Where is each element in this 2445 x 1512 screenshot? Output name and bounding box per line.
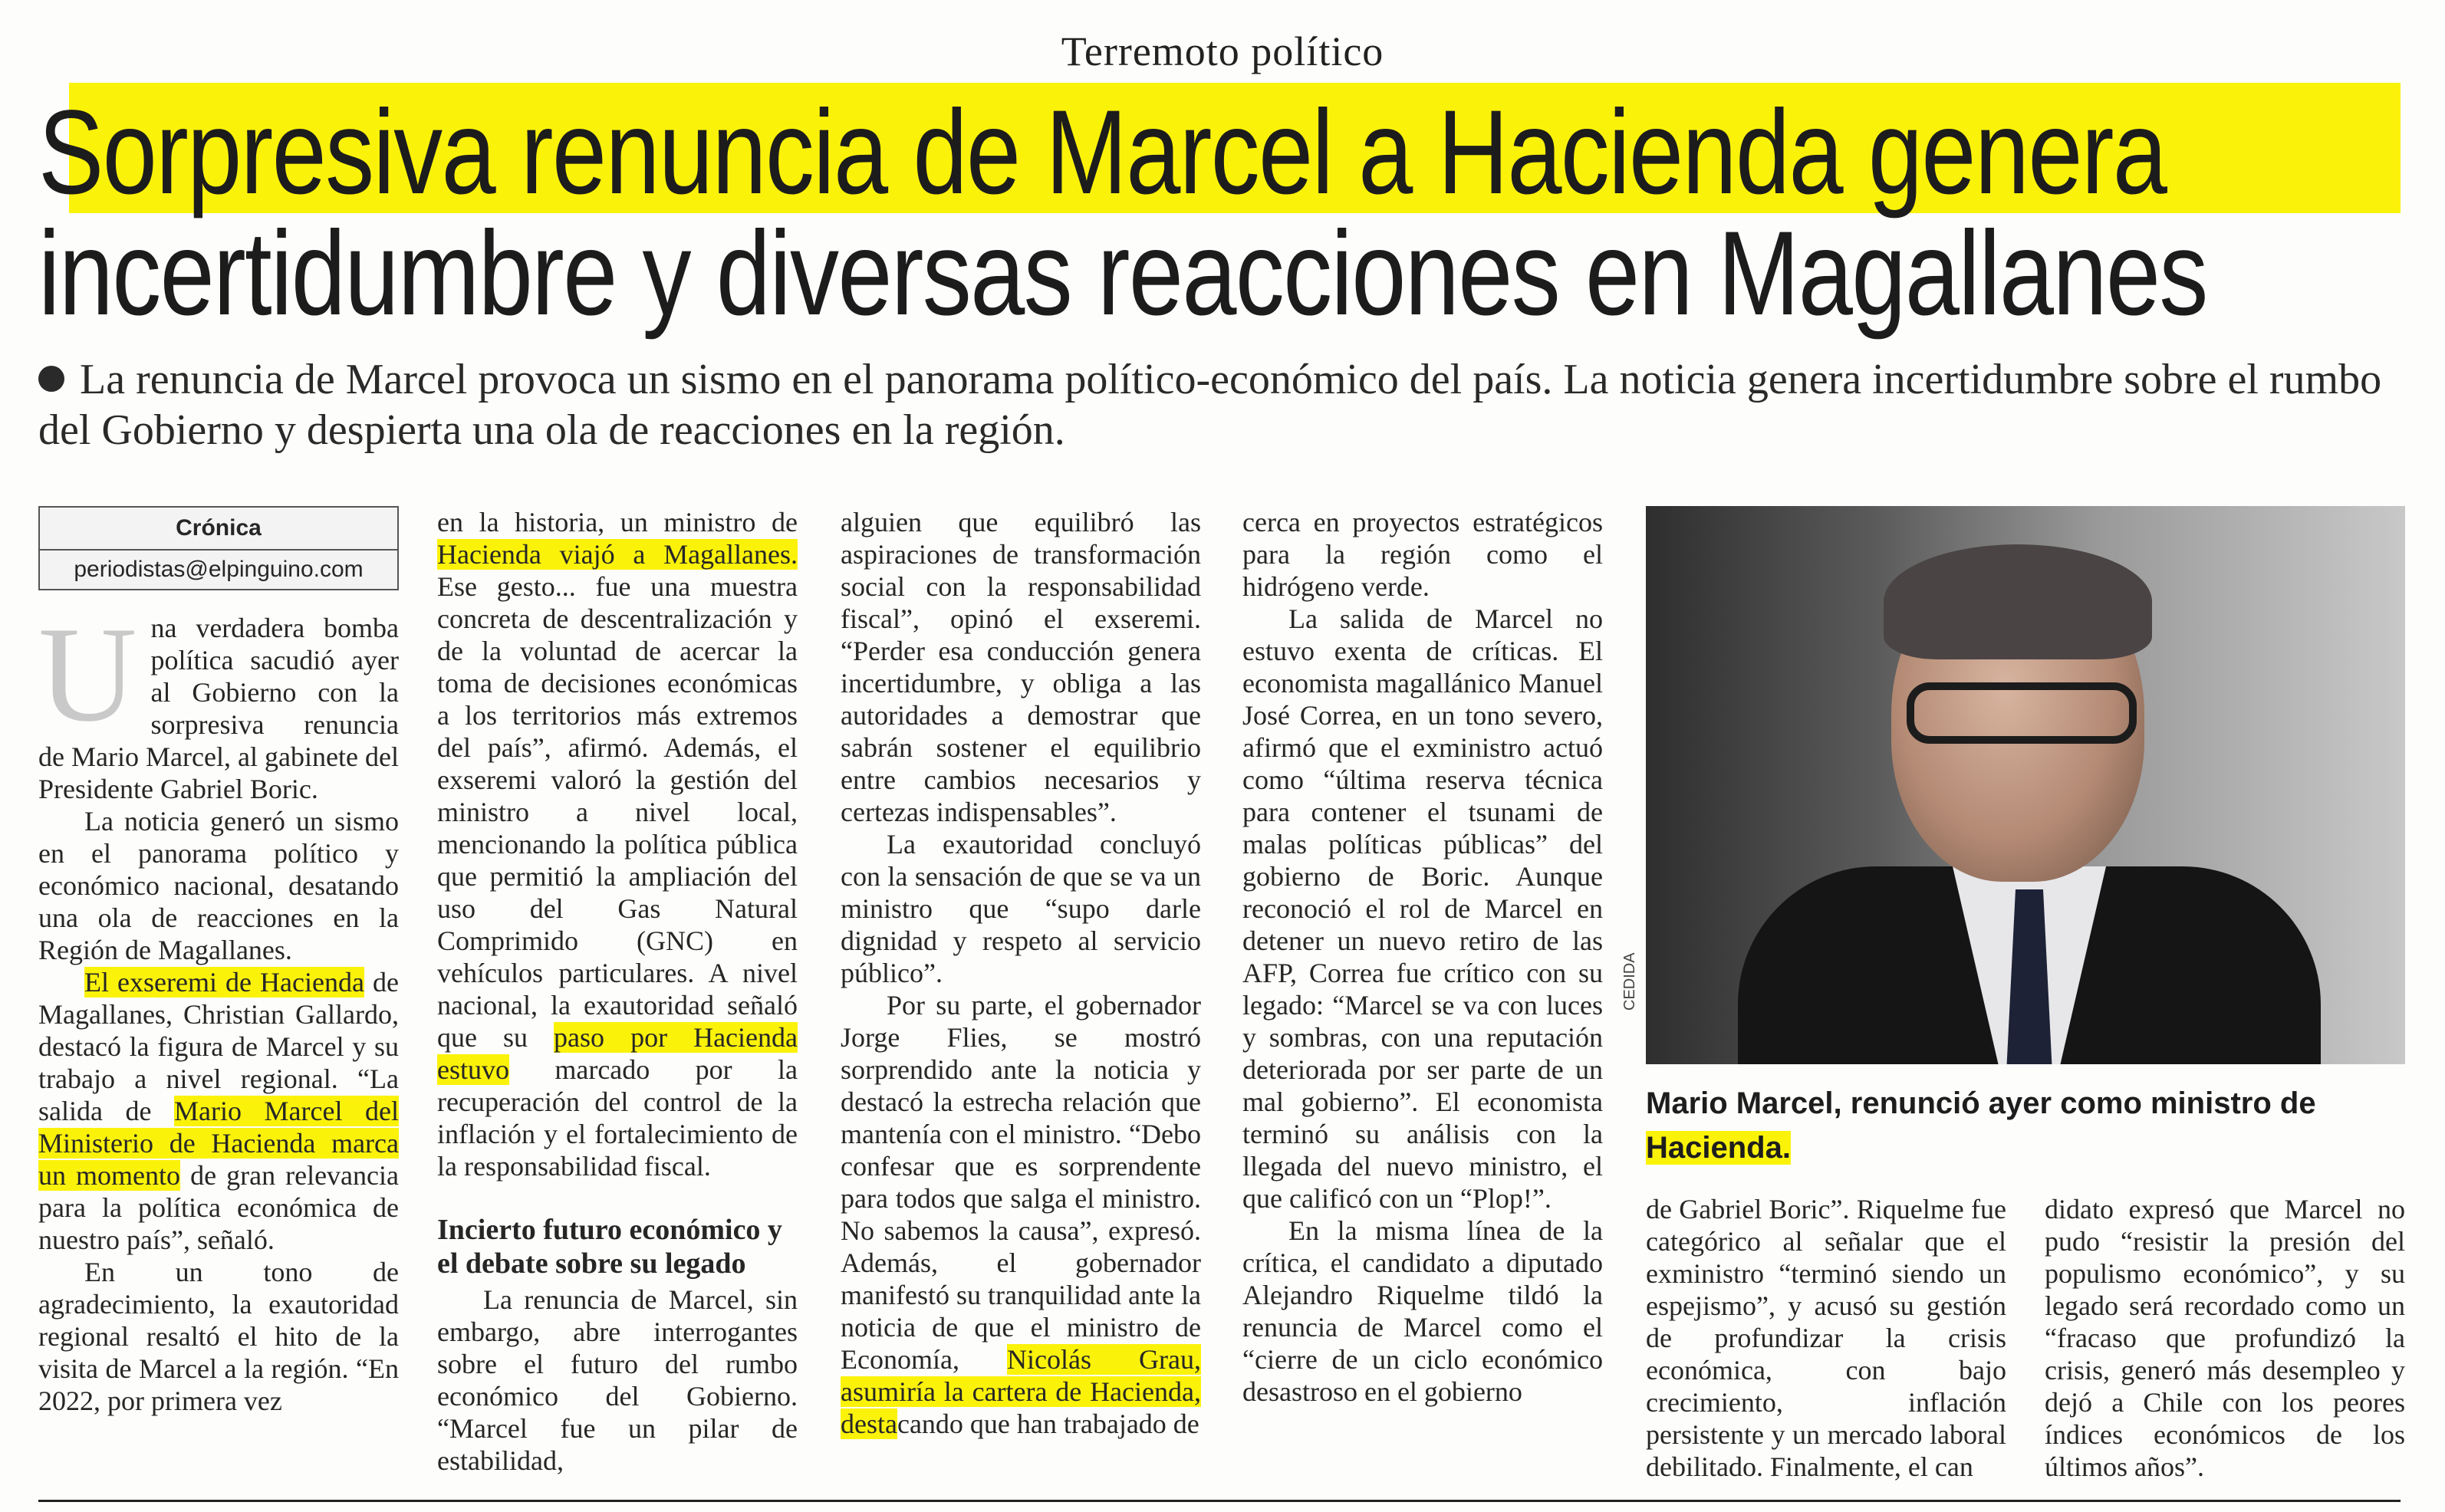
dropcap: U — [38, 598, 137, 750]
photo-caption: Mario Marcel, renunció ayer como ministro de Hacienda. — [1646, 1086, 2316, 1165]
paragraph: El exseremi de Hacienda de Magallanes, Christian Gallardo, destacó la figura de Marcel y su trabajo a nivel regional. “La salida de Mario Marcel del Ministerio de Hacienda marca un momento de gran relevancia para la política económica de nuestro país”, señaló. — [38, 967, 399, 1255]
paragraph: La noticia generó un sismo en el panorama político y económico nacional, desatando una ola de reacciones en la Región de Magallanes. — [38, 806, 399, 965]
column-6 — [2045, 1193, 2405, 1483]
column-5 — [1646, 1193, 2006, 1483]
column-3 — [841, 506, 1201, 1440]
deck — [38, 354, 2401, 455]
paragraph: En la misma línea de la crítica, el candidato a diputado Alejandro Riquelme tildó la renuncia de Marcel como el “cierre de un ciclo económico desastroso en el gobierno — [1242, 1215, 1603, 1407]
bottom-rule — [38, 1500, 2401, 1502]
byline-section: Crónica — [40, 508, 397, 551]
byline-box — [38, 506, 399, 590]
paragraph: Por su parte, el gobernador Jorge Flies, se mostró sorprendido ante la noticia y destacó la estrecha relación que mantenía con el ministro. “Debo confesar que es sorprendente para todos que salga el ministro. No sabemos la causa”, expresó. Además, el gobernador manifestó su tranquilidad ante la noticia de que el ministro de Economía, Nicolás Grau, asumiría la cartera de Hacienda, destacando que han trabajado de — [841, 990, 1202, 1439]
paragraph: de Gabriel Boric”. Riquelme fue categórico al señalar que el exministro “terminó siendo un espejismo”, y acusó su gestión de profundizar la crisis económica, con bajo crecimiento, inflación persistente y un mercado laboral debilitado. Finalmente, el can — [1646, 1194, 2006, 1482]
paragraph: La exautoridad concluyó con la sensación de que se va un ministro que “supo darle dignidad y respeto al servicio público”. — [841, 829, 1201, 988]
paragraph: Una verdadera bomba política sacudió ayer al Gobierno con la sorpresiva renuncia de Mario Marcel, al gabinete del Presidente Gabriel Boric. — [38, 598, 399, 804]
paragraph: La salida de Marcel no estuvo exenta de críticas. El economista magallánico Manuel José Correa, en un tono severo, afirmó que el exministro actuó como “última reserva técnica para contener el tsunami de malas políticas públicas” del gobierno de Boric. Aunque reconoció el rol de Marcel en detener un nuevo retiro de las AFP, Correa fue crítico con su legado: “Marcel se va con luces y sombras, con una reputación deteriorada por ser parte de un mal gobierno”. El economista terminó su análisis con la llegada del nuevo ministro, el que calificó con un “Plop!”. — [1242, 603, 1603, 1214]
portrait-photo — [1646, 506, 2405, 1064]
headline-line-1: Sorpresiva renuncia de Marcel a Hacienda genera — [38, 86, 2167, 219]
highlight: paso por Hacienda estuvo — [437, 1022, 798, 1085]
headline-line-2: incertidumbre y diversas reacciones en Magallanes — [38, 207, 2207, 340]
highlight: El exseremi de Hacienda — [84, 967, 364, 998]
highlight: Hacienda viajó a Magallanes. — [437, 539, 798, 570]
column-2 — [437, 506, 798, 1477]
photo-hair — [1884, 544, 2152, 659]
kicker: Terremoto político — [1061, 28, 1384, 74]
column-1 — [38, 506, 399, 1417]
highlight: Mario Marcel del Ministerio de Hacienda marca un momento — [38, 1096, 399, 1191]
paragraph: En un tono de agradecimiento, la exautoridad regional resaltó el hito de la visita de Marcel a la región. “En 2022, por primera vez — [38, 1257, 399, 1416]
paragraph: alguien que equilibró las aspiraciones de transformación social con la responsabilidad fiscal”, opinó el exseremi. “Perder esa conducción genera incertidumbre, y obliga a las autoridades a demostrar que sabrán sostener el equilibrio entre cambios necesarios y certezas indispensables”. — [841, 507, 1201, 827]
highlight: Hacienda. — [1646, 1131, 1791, 1165]
paragraph: didato expresó que Marcel no pudo “resistir la presión del populismo económico”, y su legado será recordado como un “fracaso que profundizó la crisis, generó más desempleo y dejó a Chile con los peores índices económicos de los últimos años”. — [2045, 1194, 2405, 1482]
paragraph: cerca en proyectos estratégicos para la región como el hidrógeno verde. — [1242, 507, 1603, 602]
paragraph: en la historia, un ministro de Hacienda viajó a Magallanes. Ese gesto... fue una muestra concreta de descentralización y de la voluntad de acercar la toma de decisiones económicas a los territorios más extremos del país”, afirmó. Además, el exseremi valoró la gestión del ministro a nivel local, mencionando la política pública que permitió la ampliación del uso del Gas Natural Comprimido (GNC) en vehículos particulares. A nivel nacional, la exautoridad señaló que su paso por Hacienda estuvo marcado por la recuperación del control de la inflación y el fortalecimiento de la responsabilidad fiscal. — [437, 507, 798, 1182]
subheading: Incierto futuro económico y el debate sobre su legado — [437, 1214, 782, 1280]
column-4 — [1242, 506, 1603, 1408]
paragraph: La renuncia de Marcel, sin embargo, abre interrogantes sobre el futuro del rumbo económico del Gobierno. “Marcel fue un pilar de estabilidad, — [437, 1284, 798, 1476]
photo-glasses — [1907, 682, 2137, 744]
bullet-icon — [38, 366, 64, 392]
deck-text: La renuncia de Marcel provoca un sismo en el panorama político-económico del país. La noticia genera incertidumbre sobre el rumbo del Gobierno y despierta una ola de reacciones en la región. — [38, 356, 2382, 454]
byline-email[interactable]: periodistas@elpinguino.com — [74, 557, 364, 582]
highlight: Nicolás Grau, asumiría la cartera de Hacienda, desta — [841, 1344, 1202, 1439]
photo-credit: CEDIDA — [1621, 952, 1638, 1011]
